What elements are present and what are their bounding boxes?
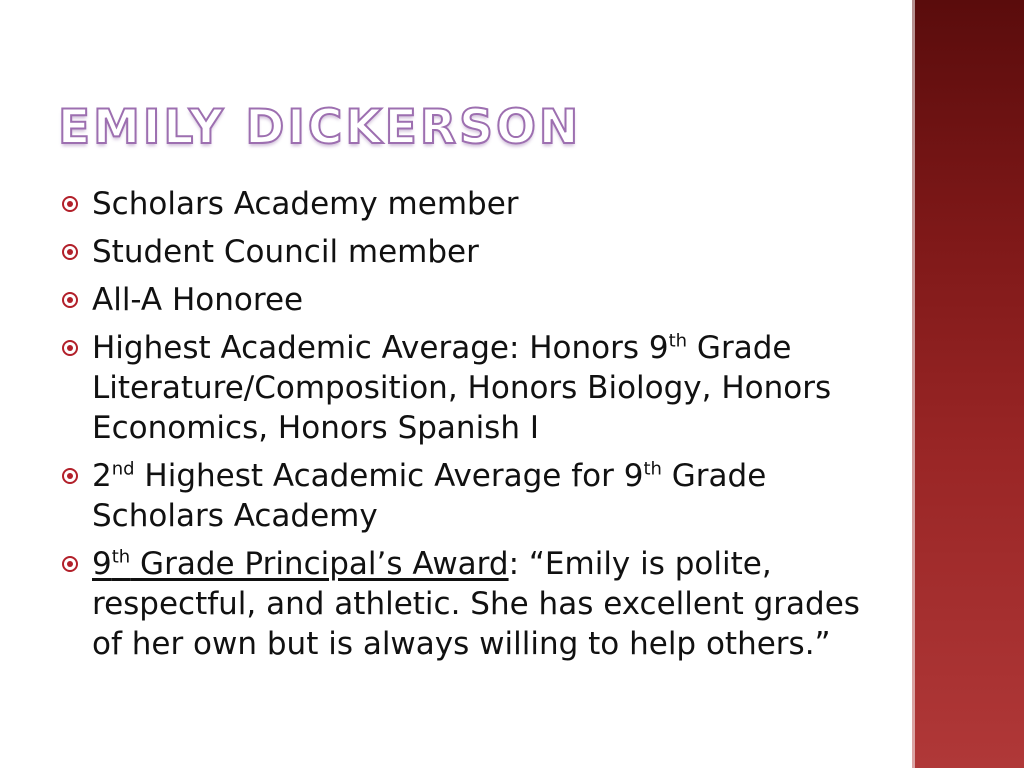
item-text: Scholars Academy member xyxy=(92,186,519,222)
item-text: All-A Honoree xyxy=(92,282,304,318)
decorative-side-band xyxy=(912,0,1024,768)
item-text: Highest Academic Average for 9 xyxy=(134,458,644,494)
ordinal-suffix: th xyxy=(111,546,131,568)
list-item xyxy=(62,544,862,664)
bullet-list xyxy=(62,184,862,672)
ordinal-suffix: th xyxy=(668,330,688,352)
list-item xyxy=(62,184,862,224)
item-text: Highest Academic Average: Honors 9 xyxy=(92,330,669,366)
item-text: Grade Principal’s Award xyxy=(130,546,509,582)
list-item xyxy=(62,328,862,448)
slide-title: EMILY DICKERSON xyxy=(58,100,582,155)
ordinal-suffix: nd xyxy=(111,458,135,480)
radio-bullet-icon xyxy=(62,196,78,212)
item-text: Grade Literature/Composition, Honors Biology, Honors Economics, Honors Spanish I xyxy=(92,330,832,446)
radio-bullet-icon xyxy=(62,340,78,356)
radio-bullet-icon xyxy=(62,468,78,484)
item-text: Grade Scholars Academy xyxy=(92,458,767,534)
radio-bullet-icon xyxy=(62,556,78,572)
item-text: Student Council member xyxy=(92,234,479,270)
list-item xyxy=(62,232,862,272)
award-quote: : “Emily is polite, respectful, and athletic. She has excellent grades of her own but is always willing to help others.” xyxy=(92,546,860,662)
radio-bullet-icon xyxy=(62,244,78,260)
radio-bullet-icon xyxy=(62,292,78,308)
list-item xyxy=(62,280,862,320)
list-item xyxy=(62,456,862,536)
item-text: 9 xyxy=(92,546,112,582)
award-name xyxy=(92,546,509,582)
ordinal-suffix: th xyxy=(643,458,662,480)
item-text: 2 xyxy=(92,458,112,494)
